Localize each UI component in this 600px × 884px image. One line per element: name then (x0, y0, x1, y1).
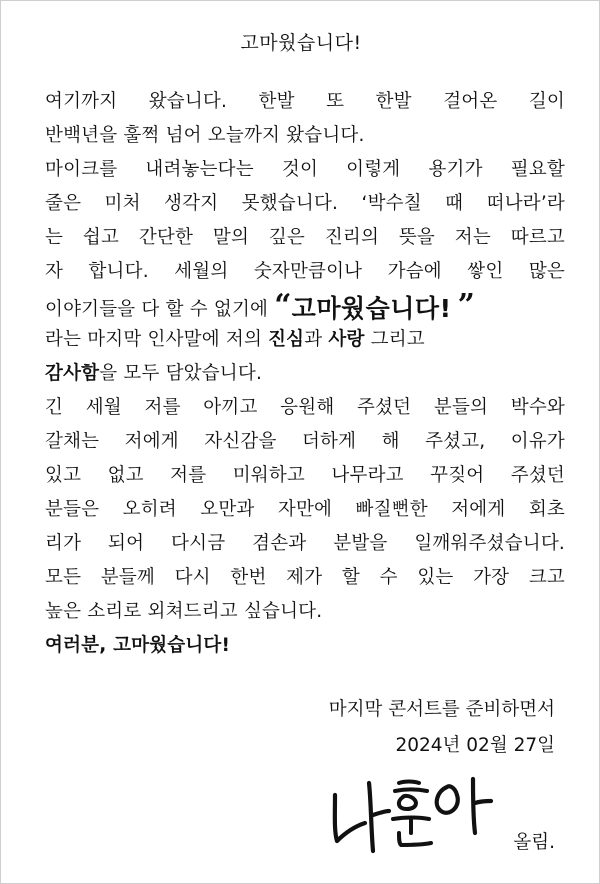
body-line: 리가 되어 다시금 겸손과 분발을 일깨워주셨습니다. (45, 533, 565, 554)
body-line: 있고 없고 저를 미워하고 나무라고 꾸짖어 주셨던 (45, 465, 565, 486)
body-line: 분들은 오히려 오만과 자만에 빠질뻔한 저에게 회초 (45, 499, 565, 520)
emphasis-sincerity: 진심 (268, 329, 305, 350)
closing-context: 마지막 콘서트를 준비하면서 (328, 699, 555, 720)
emphasis-gratitude: 감사함 (45, 363, 100, 384)
line-text: 그리고 (364, 329, 425, 350)
body-line (45, 357, 565, 391)
emphasis-love: 사랑 (328, 329, 365, 350)
body-line: 는 쉽고 간단한 말의 깊은 진리의 뜻을 저는 따르고 (45, 227, 565, 248)
body-line: 반백년을 훌쩍 넘어 오늘까지 왔습니다. (45, 125, 365, 146)
line-text: 을 모두 담았습니다. (99, 363, 263, 384)
body-line: 줄은 미처 생각지 못했습니다. ‘박수칠 때 떠나라’라 (45, 193, 565, 214)
body-line: 긴 세월 저를 아끼고 응원해 주셨던 분들의 박수와 (45, 397, 565, 418)
body-line: 자 합니다. 세월의 숫자만큼이나 가슴에 쌓인 많은 (45, 261, 565, 282)
letter-body (45, 85, 565, 663)
letter-title: 고마웠습니다! (240, 32, 362, 54)
body-line: 모든 분들께 다시 한번 제가 할 수 있는 가장 크고 (45, 567, 565, 588)
open-quote-mark: “ (274, 288, 292, 323)
body-line: 마이크를 내려놓는다는 것이 이렇게 용기가 필요할 (45, 159, 565, 180)
final-thanks-line: 여러분, 고마웠습니다! (45, 635, 231, 656)
closing-date: 2024년 02월 27일 (395, 735, 555, 756)
body-line: 갈채는 저에게 자신감을 더하게 해 주셨고, 이유가 (45, 431, 565, 452)
line-text: 이야기들을 다 할 수 없기에 (45, 299, 269, 320)
body-line: 여기까지 왔습니다. 한발 또 한발 걸어온 길이 (45, 91, 565, 112)
body-line-with-quote (45, 289, 565, 323)
body-line: 높은 소리로 외쳐드리고 싶습니다. (45, 601, 323, 622)
handwritten-signature (317, 769, 497, 861)
line-text: 라는 마지막 인사말에 저의 (45, 329, 269, 350)
line-text: 과 (304, 329, 329, 350)
signature-suffix: 올림. (513, 832, 555, 853)
body-line (45, 323, 565, 357)
close-quote-mark: ” (457, 288, 476, 323)
emphasized-thanks: 고마웠습니다! (291, 294, 452, 323)
